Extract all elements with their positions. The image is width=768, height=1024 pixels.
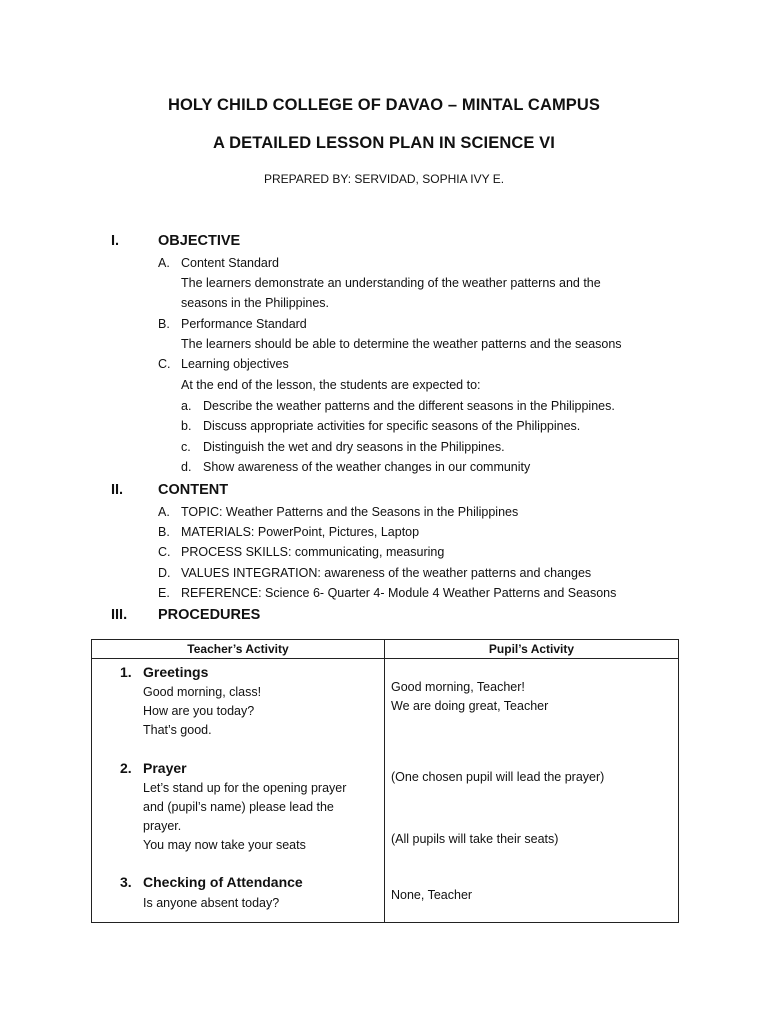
pupil-line: None, Teacher <box>391 888 473 902</box>
objective-letter: d. <box>181 460 192 474</box>
objective-item: Show awareness of the weather changes in our community <box>203 460 531 474</box>
list-letter: B. <box>158 317 170 331</box>
teacher-activity-cell <box>92 659 385 923</box>
pupil-activity-header: Pupil’s Activity <box>385 640 679 659</box>
list-letter: A. <box>158 505 170 519</box>
teacher-line: Let’s stand up for the opening prayer <box>143 781 347 795</box>
teacher-line: prayer. <box>143 819 182 833</box>
list-letter: E. <box>158 586 170 600</box>
content-standard-text-cont: seasons in the Philippines. <box>181 296 330 310</box>
list-letter: C. <box>158 545 171 559</box>
list-letter: A. <box>158 256 170 270</box>
teacher-line: You may now take your seats <box>143 838 306 852</box>
objective-item: Describe the weather patterns and the different seasons in the Philippines. <box>203 399 615 413</box>
step-number: 3. <box>120 874 132 890</box>
section-numeral-content: II. <box>111 482 124 498</box>
teacher-line: That’s good. <box>143 723 212 737</box>
section-numeral-procedures: III. <box>111 607 128 623</box>
teacher-activity-header: Teacher’s Activity <box>92 640 385 659</box>
teacher-line: How are you today? <box>143 704 255 718</box>
objective-item: Distinguish the wet and dry seasons in the Philippines. <box>203 440 505 454</box>
step-title-prayer: Prayer <box>143 760 187 776</box>
table-row <box>92 659 679 923</box>
teacher-line: Good morning, class! <box>143 685 262 699</box>
performance-standard-label: Performance Standard <box>181 317 307 331</box>
performance-standard-text: The learners should be able to determine the weather patterns and the seasons <box>181 337 622 351</box>
table-header-row <box>92 640 679 659</box>
content-item-materials: MATERIALS: PowerPoint, Pictures, Laptop <box>181 525 420 539</box>
pupil-line: (One chosen pupil will lead the prayer) <box>391 770 605 784</box>
pupil-line: We are doing great, Teacher <box>391 699 549 713</box>
content-item-topic: TOPIC: Weather Patterns and the Seasons in the Philippines <box>181 505 519 519</box>
step-number: 2. <box>120 760 132 776</box>
content-item-reference: REFERENCE: Science 6- Quarter 4- Module 4 Weather Patterns and Seasons <box>181 586 617 600</box>
pupil-activity-cell <box>385 659 679 923</box>
content-standard-label: Content Standard <box>181 256 279 270</box>
pupil-line: (All pupils will take their seats) <box>391 832 559 846</box>
section-title-objective: OBJECTIVE <box>158 233 241 249</box>
list-letter: B. <box>158 525 170 539</box>
lesson-plan-title: A DETAILED LESSON PLAN IN SCIENCE VI <box>213 134 555 152</box>
objective-letter: c. <box>181 440 191 454</box>
learning-objectives-label: Learning objectives <box>181 357 289 371</box>
procedures-table <box>91 639 679 923</box>
content-item-process-skills: PROCESS SKILLS: communicating, measuring <box>181 545 445 559</box>
learning-objectives-intro: At the end of the lesson, the students are expected to: <box>181 378 481 392</box>
step-number: 1. <box>120 664 132 680</box>
content-item-values: VALUES INTEGRATION: awareness of the weather patterns and changes <box>181 566 592 580</box>
section-numeral-objective: I. <box>111 233 120 249</box>
school-name: HOLY CHILD COLLEGE OF DAVAO – MINTAL CAMPUS <box>167 96 601 114</box>
teacher-line: Is anyone absent today? <box>143 896 280 910</box>
list-letter: C. <box>158 357 171 371</box>
objective-item: Discuss appropriate activities for specific seasons of the Philippines. <box>203 419 581 433</box>
step-title-attendance: Checking of Attendance <box>143 874 303 890</box>
list-letter: D. <box>158 566 171 580</box>
teacher-line: and (pupil’s name) please lead the <box>143 800 334 814</box>
step-title-greetings: Greetings <box>143 664 209 680</box>
objective-letter: a. <box>181 399 192 413</box>
pupil-line: Good morning, Teacher! <box>391 680 525 694</box>
prepared-by: PREPARED BY: SERVIDAD, SOPHIA IVY E. <box>263 172 505 186</box>
objective-letter: b. <box>181 419 192 433</box>
section-title-procedures: PROCEDURES <box>158 607 261 623</box>
section-title-content: CONTENT <box>158 482 229 498</box>
content-standard-text: The learners demonstrate an understanding of the weather patterns and the <box>181 276 601 290</box>
